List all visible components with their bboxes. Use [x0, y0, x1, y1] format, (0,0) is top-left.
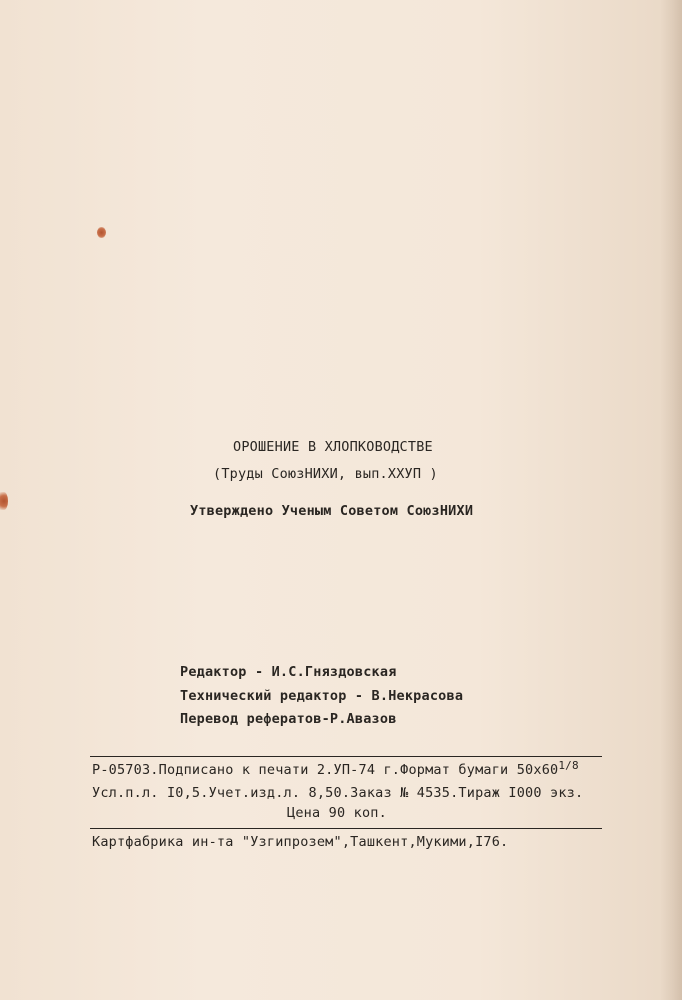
- imprint-price: Цена 90 коп.: [287, 805, 387, 821]
- stain-spot: [97, 227, 106, 238]
- page-edge-shadow: [660, 0, 682, 1000]
- imprint-top-rule: [90, 756, 602, 757]
- tech-editor-credit: Технический редактор - В.Некрасова: [180, 688, 464, 704]
- imprint-bottom-rule: [90, 828, 602, 829]
- stain-spot: [0, 492, 8, 510]
- paper-format-fraction: 1/8: [558, 759, 579, 772]
- book-subtitle: (Труды СоюзНИХИ, вып.XXУП ): [213, 466, 438, 482]
- book-title: ОРОШЕНИЕ В ХЛОПКОВОДСТВЕ: [233, 439, 433, 455]
- imprint-line-1: [92, 759, 579, 778]
- translation-credit: Перевод рефератов-Р.Авазов: [180, 711, 397, 727]
- approval-note: Утверждено Ученым Советом СоюзНИХИ: [190, 503, 474, 519]
- imprint-line-1-text: Р-05703.Подписано к печати 2.УП-74 г.Формат бумаги 50х60: [92, 762, 559, 778]
- printer-info: Картфабрика ин-та "Узгипрозем",Ташкент,Мукими,I76.: [92, 834, 509, 850]
- editor-credit: Редактор - И.С.Гняздовская: [180, 664, 397, 680]
- imprint-line-2: Усл.п.л. I0,5.Учет.изд.л. 8,50.Заказ № 4535.Тираж I000 экз.: [92, 785, 584, 801]
